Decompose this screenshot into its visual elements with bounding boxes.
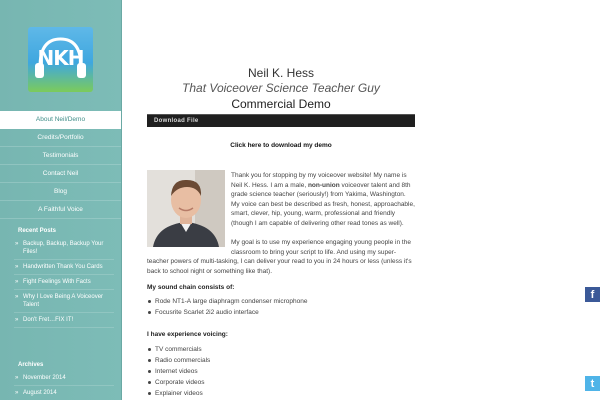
facebook-icon: f (590, 289, 595, 301)
archive-link[interactable]: » August 2014 (14, 386, 114, 400)
list-item: Corporate videos (147, 377, 407, 388)
list-item: Explainer videos (147, 388, 407, 399)
headshot-photo (147, 170, 225, 247)
nav-item-about[interactable]: About Neil/Demo (0, 111, 121, 129)
twitter-button[interactable] (585, 376, 600, 391)
list-item: Radio commercials (147, 355, 407, 366)
nav-item-credits[interactable]: Credits/Portfolio (0, 129, 121, 147)
recent-post-link[interactable]: » Don't Fret…FIX IT! (14, 313, 114, 328)
list-item: Internet videos (147, 366, 407, 377)
logo-text: NKH (37, 46, 84, 70)
recent-posts-heading: Recent Posts (18, 228, 57, 234)
experience-heading: I have experience voicing: (147, 331, 228, 338)
goal-paragraph-end: teacher powers of multi-tasking, I can deliver your read to you in 24 hours or less (unless it's back to school night or something like that). (147, 258, 412, 275)
main-nav (0, 111, 121, 219)
archives-list (14, 371, 114, 400)
archive-link[interactable]: » November 2014 (14, 371, 114, 386)
sound-chain-list (147, 296, 407, 318)
recent-post-link[interactable]: » Handwritten Thank You Cards (14, 260, 114, 275)
download-demo-link[interactable]: Click here to download my demo (230, 142, 332, 149)
nav-item-faithful-voice[interactable]: A Faithful Voice (0, 201, 121, 219)
recent-post-link[interactable]: » Why I Love Being A Voiceover Talent (14, 290, 114, 313)
intro-paragraph: Thank you for stopping by my voiceover website! My name is Neil K. Hess. I am a male, non-union voiceover talent and 8th grade science teacher (seriously!) from Yakima, Washington. My voice can best be described as fresh, honest, approachable, smart, clever, hip, young, warm, professional and friendly (though I am capable of delivering other read tones as well). (231, 172, 415, 227)
goal-paragraph-start: My goal is to use my experience engaging young people in the classroom to bring your script to life. And using my super- (231, 239, 411, 256)
experience-list (147, 344, 407, 399)
list-item: Focusrite Scarlet 2i2 audio interface (147, 307, 407, 318)
recent-post-link[interactable]: » Fight Feelings With Facts (14, 275, 114, 290)
download-file-bar[interactable] (147, 114, 415, 127)
nav-item-testimonials[interactable]: Testimonials (0, 147, 121, 165)
list-item: Rode NT1-A large diaphragm condenser microphone (147, 296, 407, 307)
page-title: Commercial Demo (231, 97, 331, 111)
non-union-text: non-union (307, 181, 340, 189)
recent-posts-list (14, 237, 114, 328)
site-title[interactable]: Neil K. Hess (247, 66, 315, 80)
recent-post-link[interactable]: » Backup, Backup, Backup Your Files! (14, 237, 114, 260)
nav-item-blog[interactable]: Blog (0, 183, 121, 201)
list-item: TV commercials (147, 344, 407, 355)
download-file-label: Download File (154, 118, 199, 124)
nav-item-contact[interactable]: Contact Neil (0, 165, 121, 183)
facebook-button[interactable] (585, 287, 600, 302)
sidebar (0, 0, 122, 400)
twitter-icon: t (590, 378, 595, 390)
site-tagline: That Voiceover Science Teacher Guy (182, 81, 380, 95)
site-logo[interactable] (28, 27, 93, 92)
main-content (122, 0, 600, 400)
archives-heading: Archives (18, 362, 44, 368)
sound-chain-heading: My sound chain consists of: (147, 284, 235, 291)
